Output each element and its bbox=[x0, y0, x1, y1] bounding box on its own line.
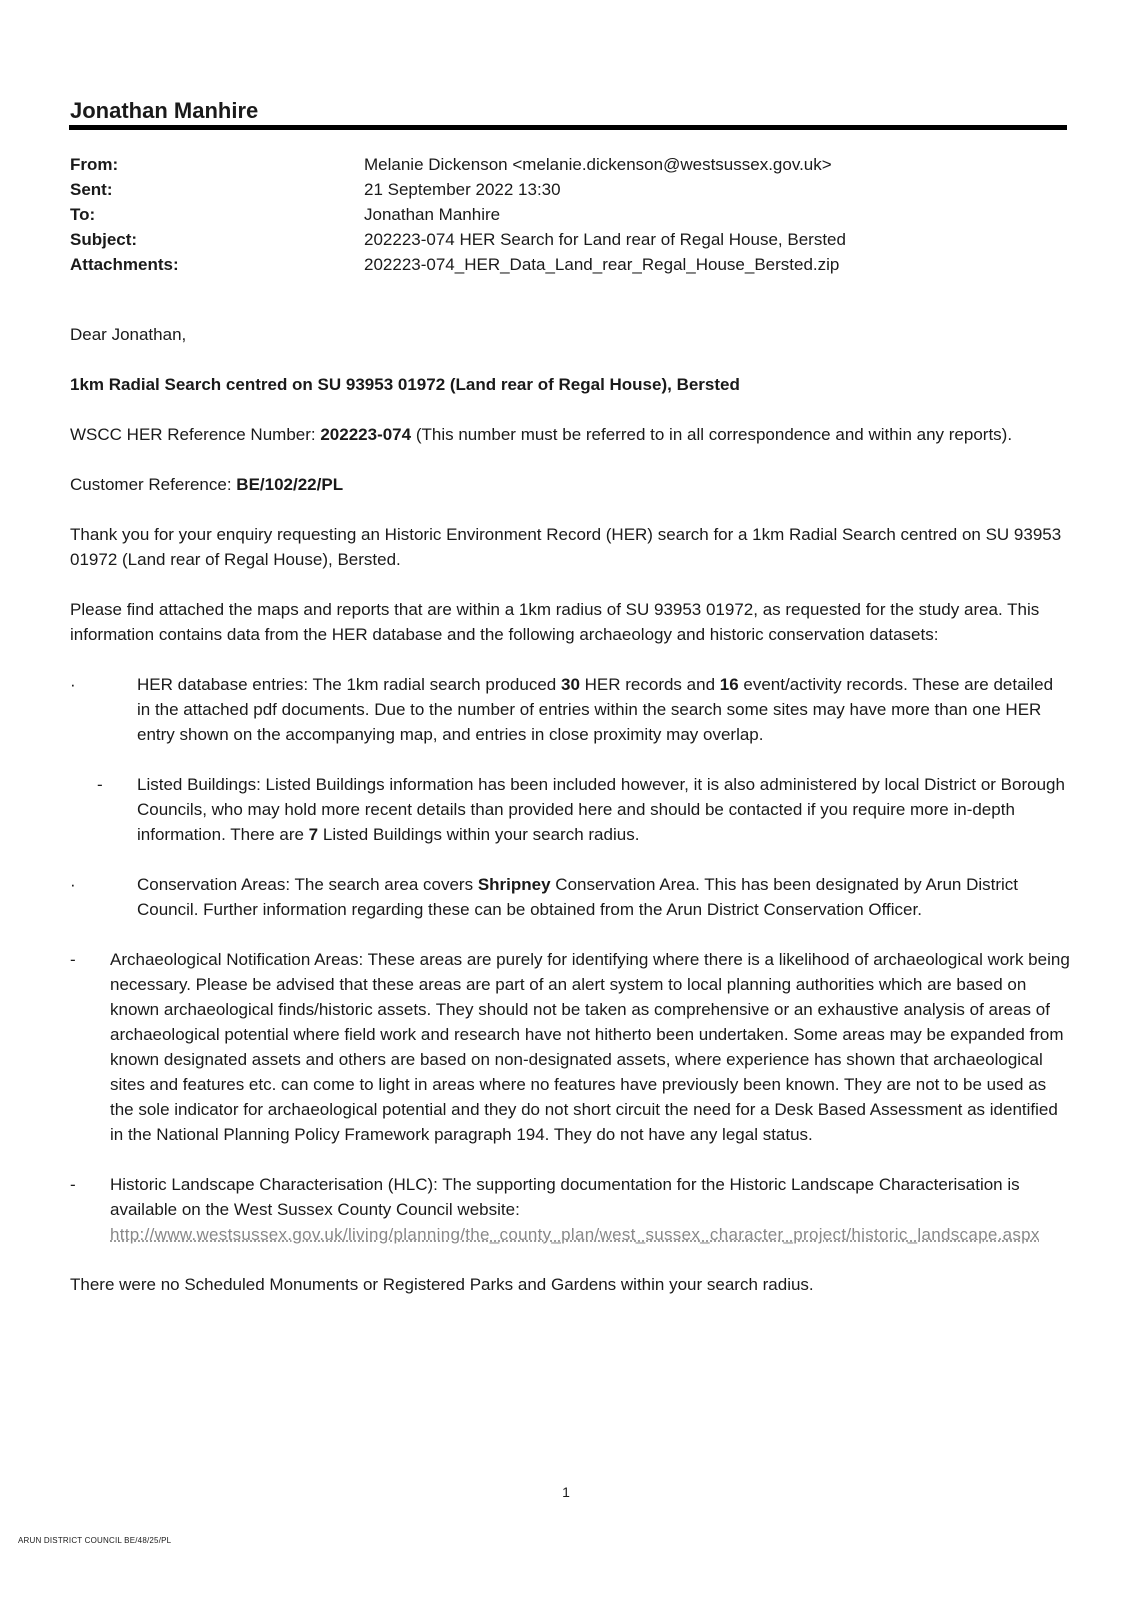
from-row bbox=[70, 152, 1070, 177]
to-row bbox=[70, 202, 1070, 227]
cust-prefix: Customer Reference: bbox=[70, 475, 237, 494]
her-reference-paragraph bbox=[70, 422, 1070, 447]
event-record-count: 16 bbox=[719, 675, 739, 694]
bullet-listed-buildings bbox=[70, 772, 1070, 847]
conservation-text-1: Conservation Areas: The search area covers bbox=[137, 875, 478, 894]
document-footer-stamp: ARUN DISTRICT COUNCIL BE/48/25/PL bbox=[18, 1536, 172, 1545]
please-find-paragraph: Please find attached the maps and reports that are within a 1km radius of SU 93953 01972, as requested for the study area. This information contains data from the HER database and the following archaeology and historic conservation datasets: bbox=[70, 600, 1040, 644]
customer-reference: BE/102/22/PL bbox=[236, 475, 344, 494]
ref-suffix: (This number must be referred to in all correspondence and within any reports). bbox=[411, 425, 1013, 444]
bullet-mark: - bbox=[70, 1175, 76, 1194]
conservation-text-2: Conservation Area. This has been designated by Arun District Council. Further information regarding these can be obtained from the Arun District Conservation Officer. bbox=[137, 875, 1019, 919]
her-text-3: event/activity records. These are detailed in the attached pdf documents. Due to the number of entries within the search some sites may have more than one HER entry shown on the accompanying map, and entries in close proximity may overlap. bbox=[137, 675, 1054, 744]
conservation-area-name: Shripney bbox=[477, 875, 551, 894]
bullet-mark: · bbox=[70, 675, 76, 694]
page-number: 1 bbox=[562, 1484, 570, 1500]
to-value: Jonathan Manhire bbox=[364, 205, 501, 224]
email-header bbox=[70, 152, 1070, 277]
listed-building-count: 7 bbox=[308, 825, 319, 844]
sent-row bbox=[70, 177, 1070, 202]
bullet-archaeological-notification-areas bbox=[70, 947, 1070, 1147]
sent-value: 21 September 2022 13:30 bbox=[364, 180, 561, 199]
her-record-count: 30 bbox=[560, 675, 580, 694]
bullet-conservation-areas bbox=[70, 872, 1070, 922]
subject-row bbox=[70, 227, 1070, 252]
bullet-mark: · bbox=[70, 875, 76, 894]
from-value: Melanie Dickenson <melanie.dickenson@westsussex.gov.uk> bbox=[364, 155, 832, 174]
bullet-mark: - bbox=[97, 775, 103, 794]
from-label: From: bbox=[70, 155, 119, 174]
her-text-2: HER records and bbox=[579, 675, 720, 694]
hlc-website-link[interactable]: http://www.westsussex.gov.uk/living/planning/the_county_plan/west_sussex_character_project/historic_landscape.aspx bbox=[110, 1225, 1040, 1244]
to-label: To: bbox=[70, 205, 96, 224]
attachment-file[interactable]: 202223-074_HER_Data_Land_rear_Regal_House_Bersted.zip bbox=[364, 255, 840, 274]
her-text-1: HER database entries: The 1km radial search produced bbox=[137, 675, 561, 694]
ref-prefix: WSCC HER Reference Number: bbox=[70, 425, 321, 444]
ref-number: 202223-074 bbox=[320, 425, 412, 444]
subject-value: 202223-074 HER Search for Land rear of Regal House, Bersted bbox=[364, 230, 846, 249]
attachments-row bbox=[70, 252, 1070, 277]
bullet-historic-landscape bbox=[70, 1172, 1070, 1247]
search-title bbox=[70, 372, 1070, 397]
email-body bbox=[70, 322, 1070, 1322]
heading-rule bbox=[69, 125, 1067, 130]
greeting: Dear Jonathan, bbox=[70, 325, 187, 344]
bullet-her-database bbox=[70, 672, 1070, 747]
bullet-mark: - bbox=[70, 950, 76, 969]
closing-paragraph: There were no Scheduled Monuments or Registered Parks and Gardens within your search radius. bbox=[70, 1275, 814, 1294]
subject-label: Subject: bbox=[70, 230, 138, 249]
recipient-name-heading: Jonathan Manhire bbox=[70, 98, 259, 123]
ana-text: Archaeological Notification Areas: These areas are purely for identifying where there is a likelihood of archaeological work being necessary. Please be advised that these areas are part of an alert system to local planning authorities which are based on known archaeological finds/historic assets. They should not be taken as comprehensive or an exhaustive analysis of areas of archaeological potential where field work and research have not hitherto been undertaken. Some areas may be expanded from known designated assets and others are based on non-designated assets, where experience has shown that archaeological sites and features etc. can come to light in areas where no features have previously been known. They are not to be used as the sole indicator for archaeological potential and they do not short circuit the need for a Desk Based Assessment as identified in the National Planning Policy Framework paragraph 194. They do not have any legal status. bbox=[110, 950, 1070, 1144]
attachments-label: Attachments: bbox=[70, 255, 179, 274]
listed-text-2: Listed Buildings within your search radius. bbox=[318, 825, 640, 844]
thanks-paragraph: Thank you for your enquiry requesting an Historic Environment Record (HER) search for a 1km Radial Search centred on SU 93953 01972 (Land rear of Regal House), Bersted. bbox=[70, 525, 1062, 569]
search-title-text: 1km Radial Search centred on SU 93953 01972 (Land rear of Regal House), Bersted bbox=[70, 375, 740, 394]
hlc-text: Historic Landscape Characterisation (HLC): The supporting documentation for the Historic Landscape Characterisation is available on the West Sussex County Council website: bbox=[110, 1175, 1020, 1219]
sent-label: Sent: bbox=[70, 180, 113, 199]
customer-reference-paragraph bbox=[70, 472, 1070, 497]
listed-text-1: Listed Buildings: Listed Buildings information has been included however, it is also administered by local District or Borough Councils, who may hold more recent details than provided here and should be contacted if you require more in-depth information. There are bbox=[137, 775, 1065, 844]
